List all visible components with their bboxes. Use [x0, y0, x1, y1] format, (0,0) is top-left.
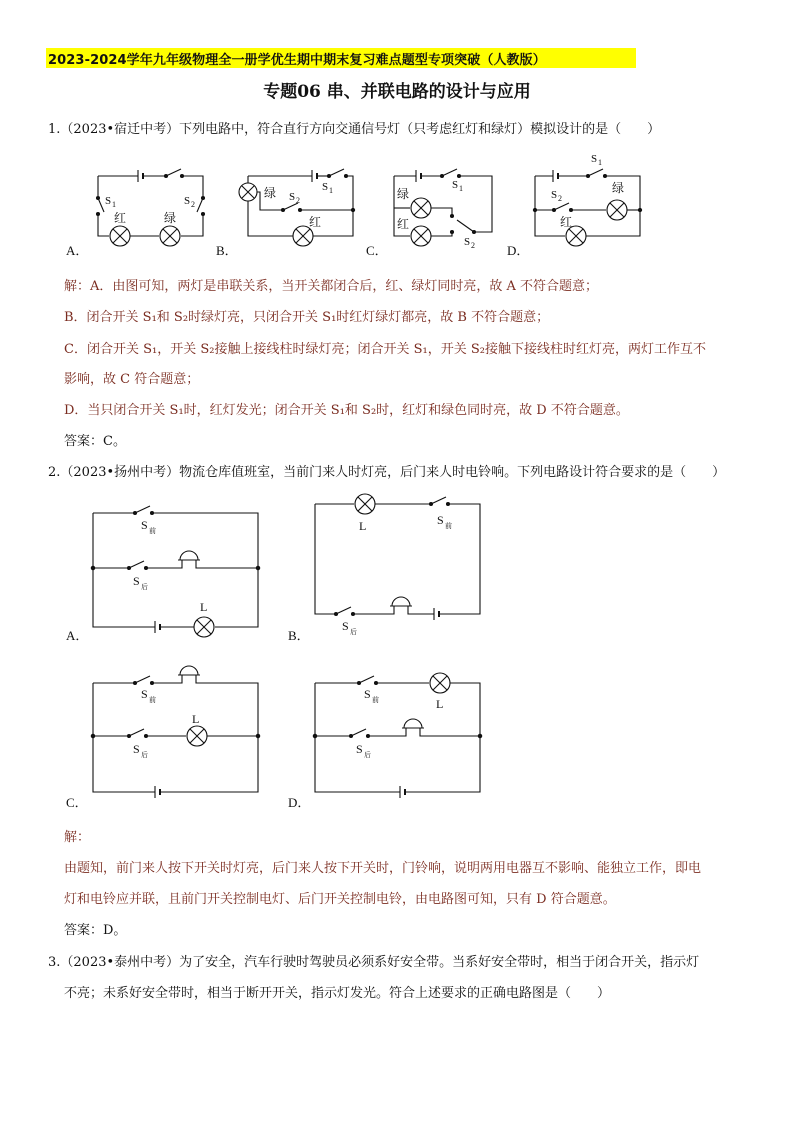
q1b-s2-sub: 2: [296, 196, 300, 205]
q1-solution-line-4: 影响，故 C 符合题意；: [64, 372, 200, 387]
q1b-s1-sub: 1: [329, 186, 333, 195]
q2c-lamp-label: L: [192, 712, 200, 726]
q2-circuit-d: [313, 673, 481, 798]
q1c-s1-label: S: [452, 179, 459, 191]
q1b-red-label: 红: [309, 215, 322, 229]
q1d-red-label: 红: [560, 215, 573, 229]
q2d-sback-label: S: [356, 742, 363, 756]
q1a-red-label: 红: [114, 211, 127, 225]
q2b-lamp-label: L: [359, 519, 367, 533]
q1b-s1-label: S: [322, 181, 329, 193]
q1c-s2-sub: 2: [471, 241, 475, 250]
q2d-lamp-label: L: [436, 697, 444, 711]
q1-solution-line-3: C．闭合开关 S₁，开关 S₂接触上接线柱时绿灯亮；闭合开关 S₁，开关 S₂接触下接线柱时红灯亮，两灯工作互不: [64, 342, 706, 357]
q2-option-c: C．: [66, 795, 88, 810]
q2c-sback-sub: 后: [141, 751, 148, 759]
q2-option-a: A．: [66, 628, 89, 643]
q2-answer: 答案：D。: [64, 923, 127, 938]
q1-circuit-d: [533, 153, 641, 246]
question-3-stem-line-2: 不亮；未系好安全带时，相当于断开开关，指示灯发光。符合上述要求的正确电路图是（ ）: [64, 986, 611, 1001]
q1-option-c: C．: [366, 243, 388, 258]
q1-circuit-b: [239, 169, 355, 246]
q1-solution-line-1: 解：A．由图可知，两灯是串联关系，当开关都闭合后，红、绿灯同时亮，故 A 不符合题意；: [64, 279, 599, 294]
q2-solution-line-1: 由题知，前门来人按下开关时灯亮，后门来人按下开关时，门铃响，说明两用电器互不影响、能独立工作，即电: [64, 861, 702, 876]
q1-option-d: D．: [507, 243, 530, 258]
q2c-sfront-sub: 前: [149, 696, 156, 704]
q2-circuit-c: [91, 666, 259, 798]
q1-solution-line-5: D．当只闭合开关 S₁时，红灯发光；闭合开关 S₁和 S₂时，红灯和绿色同时亮，故 D 不符合题意。: [64, 403, 629, 418]
page-title: 专题06 串、并联电路的设计与应用: [263, 82, 531, 102]
q2a-sback-label: S: [133, 574, 140, 588]
q2a-lamp-label: L: [200, 600, 208, 614]
q1d-s1-label: S: [591, 153, 598, 165]
q2a-sfront-sub: 前: [149, 527, 156, 535]
q2a-sfront-label: S: [141, 518, 148, 532]
question-1-stem: 1.（2023•宿迁中考）下列电路中，符合直行方向交通信号灯（只考虑红灯和绿灯）模拟设计的是（ ）: [48, 122, 661, 137]
q1-answer: 答案：C。: [64, 434, 126, 449]
q1a-s2-label: S: [184, 195, 191, 207]
q2d-sback-sub: 后: [364, 751, 371, 759]
q2c-sback-label: S: [133, 742, 140, 756]
q1a-green-label: 绿: [164, 211, 177, 225]
q1c-s1-sub: 1: [459, 184, 463, 193]
q1c-green-label: 绿: [397, 187, 410, 201]
q2d-sfront-sub: 前: [372, 696, 379, 704]
q1d-s1-sub: 1: [598, 158, 602, 167]
q2-option-b: B．: [288, 628, 310, 643]
q1d-green-label: 绿: [612, 181, 625, 195]
q2d-sfront-label: S: [364, 687, 371, 701]
q1c-red-label: 红: [397, 217, 410, 231]
q1a-s2-sub: 2: [191, 200, 195, 209]
q2c-sfront-label: S: [141, 687, 148, 701]
q1-circuit-a: [97, 169, 205, 246]
q1-circuit-c: [394, 169, 492, 250]
q1a-s1-label: S: [105, 195, 112, 207]
q2-circuit-b: [315, 494, 480, 636]
header-banner: 2023-2024学年九年级物理全一册学优生期中期末复习难点题型专项突破（人教版）: [48, 53, 546, 68]
q1d-s2-sub: 2: [558, 194, 562, 203]
q2-circuit-a: [91, 506, 259, 637]
q2-solution-line-2: 灯和电铃应并联，且前门开关控制电灯、后门开关控制电铃，由电路图可知，只有 D 符合题意。: [64, 892, 616, 907]
q2-option-d: D．: [288, 795, 311, 810]
q2-solution-head: 解：: [64, 830, 91, 845]
question-3-stem-line-1: 3.（2023•泰州中考）为了安全，汽车行驶时驾驶员必须系好安全带。当系好安全带时，相当于闭合开关，指示灯: [48, 955, 700, 970]
q1-option-b: B．: [216, 243, 238, 258]
question-1-figures: [60, 148, 750, 258]
q2b-sback-label: S: [342, 619, 349, 633]
q2b-sback-sub: 后: [350, 628, 357, 636]
q1-solution-line-2: B．闭合开关 S₁和 S₂时绿灯亮，只闭合开关 S₁时红灯绿灯都亮，故 B 不符合题意；: [64, 310, 550, 325]
q1c-s2-label: S: [464, 236, 471, 248]
q1-option-a: A．: [66, 243, 89, 258]
q1b-green-label: 绿: [264, 186, 277, 200]
q1d-s2-label: S: [551, 189, 558, 201]
q2b-sfront-sub: 前: [445, 522, 452, 530]
question-2-stem: 2.（2023•扬州中考）物流仓库值班室，当前门来人时灯亮，后门来人时电铃响。下列电路设计符合要求的是（ ）: [48, 465, 726, 480]
q2b-sfront-label: S: [437, 513, 444, 527]
q1b-s2-label: S: [289, 191, 296, 203]
q1a-s1-sub: 1: [112, 200, 116, 209]
q2a-sback-sub: 后: [141, 583, 148, 591]
question-2-figures: [60, 490, 520, 820]
